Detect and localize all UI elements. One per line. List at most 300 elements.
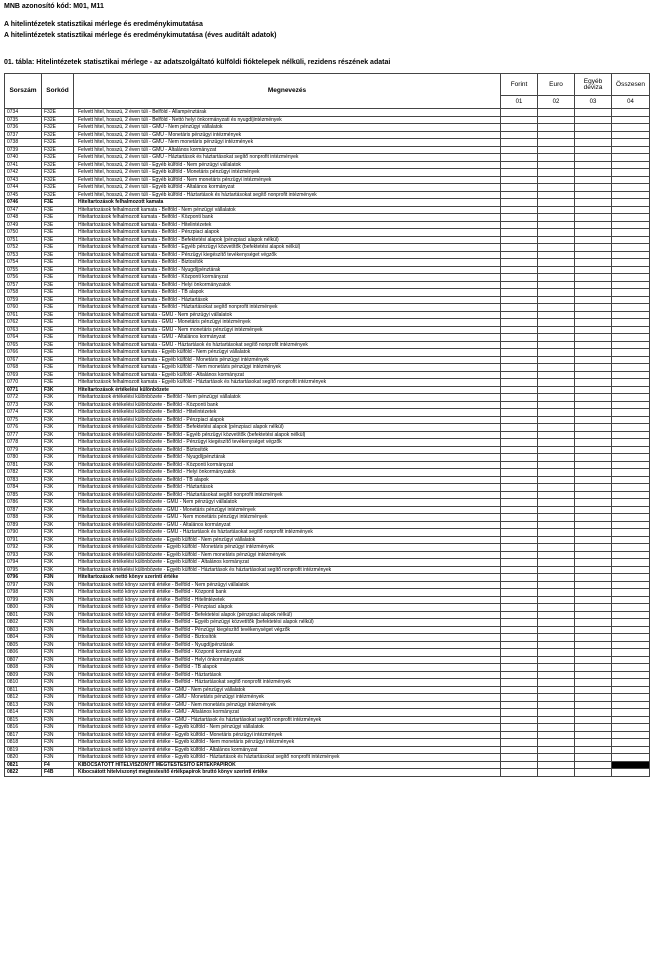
value-cell[interactable] bbox=[538, 439, 575, 447]
value-cell[interactable] bbox=[612, 724, 650, 732]
value-cell[interactable] bbox=[501, 326, 538, 334]
value-cell[interactable] bbox=[538, 116, 575, 124]
value-cell[interactable] bbox=[575, 536, 612, 544]
value-cell[interactable] bbox=[501, 116, 538, 124]
value-cell[interactable] bbox=[501, 289, 538, 297]
value-cell[interactable] bbox=[538, 461, 575, 469]
value-cell[interactable] bbox=[501, 401, 538, 409]
value-cell[interactable] bbox=[538, 739, 575, 747]
value-cell[interactable] bbox=[575, 251, 612, 259]
value-cell[interactable] bbox=[612, 244, 650, 252]
value-cell[interactable] bbox=[501, 521, 538, 529]
value-cell[interactable] bbox=[538, 551, 575, 559]
value-cell[interactable] bbox=[612, 139, 650, 147]
value-cell[interactable] bbox=[538, 724, 575, 732]
value-cell[interactable] bbox=[501, 574, 538, 582]
value-cell[interactable] bbox=[501, 424, 538, 432]
value-cell[interactable] bbox=[575, 379, 612, 387]
value-cell[interactable] bbox=[575, 566, 612, 574]
value-cell[interactable] bbox=[612, 559, 650, 567]
value-cell[interactable] bbox=[612, 409, 650, 417]
value-cell[interactable] bbox=[575, 229, 612, 237]
value-cell[interactable] bbox=[612, 116, 650, 124]
value-cell[interactable] bbox=[538, 686, 575, 694]
value-cell[interactable] bbox=[538, 259, 575, 267]
value-cell[interactable] bbox=[538, 521, 575, 529]
value-cell[interactable] bbox=[612, 551, 650, 559]
value-cell[interactable] bbox=[575, 124, 612, 132]
value-cell[interactable] bbox=[575, 386, 612, 394]
value-cell[interactable] bbox=[501, 394, 538, 402]
value-cell[interactable] bbox=[501, 146, 538, 154]
value-cell[interactable] bbox=[575, 484, 612, 492]
value-cell[interactable] bbox=[575, 169, 612, 177]
value-cell[interactable] bbox=[538, 161, 575, 169]
value-cell[interactable] bbox=[612, 544, 650, 552]
value-cell[interactable] bbox=[538, 671, 575, 679]
value-cell[interactable] bbox=[538, 716, 575, 724]
value-cell[interactable] bbox=[538, 229, 575, 237]
value-cell[interactable] bbox=[612, 334, 650, 342]
value-cell[interactable] bbox=[575, 146, 612, 154]
value-cell[interactable] bbox=[538, 506, 575, 514]
value-cell[interactable] bbox=[575, 716, 612, 724]
value-cell[interactable] bbox=[612, 184, 650, 192]
value-cell[interactable] bbox=[538, 424, 575, 432]
value-cell[interactable] bbox=[575, 664, 612, 672]
value-cell[interactable] bbox=[612, 754, 650, 762]
value-cell[interactable] bbox=[501, 731, 538, 739]
value-cell[interactable] bbox=[538, 244, 575, 252]
value-cell[interactable] bbox=[575, 304, 612, 312]
value-cell[interactable] bbox=[501, 296, 538, 304]
value-cell[interactable] bbox=[612, 191, 650, 199]
value-cell[interactable] bbox=[612, 289, 650, 297]
value-cell[interactable] bbox=[538, 664, 575, 672]
value-cell[interactable] bbox=[575, 334, 612, 342]
value-cell[interactable] bbox=[612, 394, 650, 402]
value-cell[interactable] bbox=[612, 769, 650, 777]
value-cell[interactable] bbox=[612, 131, 650, 139]
value-cell[interactable] bbox=[501, 686, 538, 694]
value-cell[interactable] bbox=[575, 109, 612, 117]
value-cell[interactable] bbox=[575, 679, 612, 687]
value-cell[interactable] bbox=[538, 581, 575, 589]
value-cell[interactable] bbox=[501, 469, 538, 477]
value-cell[interactable] bbox=[538, 709, 575, 717]
value-cell[interactable] bbox=[575, 656, 612, 664]
value-cell[interactable] bbox=[501, 169, 538, 177]
value-cell[interactable] bbox=[501, 746, 538, 754]
value-cell[interactable] bbox=[538, 604, 575, 612]
value-cell[interactable] bbox=[575, 694, 612, 702]
value-cell[interactable] bbox=[612, 281, 650, 289]
value-cell[interactable] bbox=[538, 334, 575, 342]
value-cell[interactable] bbox=[575, 469, 612, 477]
value-cell[interactable] bbox=[612, 641, 650, 649]
value-cell[interactable] bbox=[501, 251, 538, 259]
value-cell[interactable] bbox=[575, 769, 612, 777]
value-cell[interactable] bbox=[538, 454, 575, 462]
value-cell[interactable] bbox=[501, 694, 538, 702]
value-cell[interactable] bbox=[538, 746, 575, 754]
value-cell[interactable] bbox=[612, 146, 650, 154]
value-cell[interactable] bbox=[575, 296, 612, 304]
value-cell[interactable] bbox=[538, 356, 575, 364]
value-cell[interactable] bbox=[575, 236, 612, 244]
value-cell[interactable] bbox=[538, 251, 575, 259]
value-cell[interactable] bbox=[575, 506, 612, 514]
value-cell[interactable] bbox=[538, 146, 575, 154]
value-cell[interactable] bbox=[575, 161, 612, 169]
value-cell[interactable] bbox=[501, 529, 538, 537]
value-cell[interactable] bbox=[501, 724, 538, 732]
value-cell[interactable] bbox=[538, 124, 575, 132]
value-cell[interactable] bbox=[612, 506, 650, 514]
value-cell[interactable] bbox=[612, 469, 650, 477]
value-cell[interactable] bbox=[612, 581, 650, 589]
value-cell[interactable] bbox=[612, 386, 650, 394]
value-cell[interactable] bbox=[501, 739, 538, 747]
value-cell[interactable] bbox=[612, 259, 650, 267]
value-cell[interactable] bbox=[575, 349, 612, 357]
value-cell[interactable] bbox=[501, 184, 538, 192]
value-cell[interactable] bbox=[538, 596, 575, 604]
value-cell[interactable] bbox=[612, 214, 650, 222]
value-cell[interactable] bbox=[538, 341, 575, 349]
value-cell[interactable] bbox=[575, 281, 612, 289]
value-cell[interactable] bbox=[501, 311, 538, 319]
value-cell[interactable] bbox=[575, 461, 612, 469]
value-cell[interactable] bbox=[501, 266, 538, 274]
value-cell[interactable] bbox=[538, 154, 575, 162]
value-cell[interactable] bbox=[538, 769, 575, 777]
value-cell[interactable] bbox=[538, 641, 575, 649]
value-cell[interactable] bbox=[612, 296, 650, 304]
value-cell[interactable] bbox=[575, 731, 612, 739]
value-cell[interactable] bbox=[538, 484, 575, 492]
value-cell[interactable] bbox=[575, 701, 612, 709]
value-cell[interactable] bbox=[612, 739, 650, 747]
value-cell[interactable] bbox=[538, 296, 575, 304]
value-cell[interactable] bbox=[538, 409, 575, 417]
value-cell[interactable] bbox=[501, 281, 538, 289]
value-cell[interactable] bbox=[612, 236, 650, 244]
value-cell[interactable] bbox=[612, 694, 650, 702]
value-cell[interactable] bbox=[612, 431, 650, 439]
value-cell[interactable] bbox=[538, 199, 575, 207]
value-cell[interactable] bbox=[501, 356, 538, 364]
value-cell[interactable] bbox=[612, 199, 650, 207]
value-cell[interactable] bbox=[612, 124, 650, 132]
value-cell[interactable] bbox=[538, 536, 575, 544]
value-cell[interactable] bbox=[612, 536, 650, 544]
value-cell[interactable] bbox=[538, 266, 575, 274]
value-cell[interactable] bbox=[538, 139, 575, 147]
value-cell[interactable] bbox=[538, 499, 575, 507]
value-cell[interactable] bbox=[612, 461, 650, 469]
value-cell[interactable] bbox=[501, 716, 538, 724]
value-cell[interactable] bbox=[501, 589, 538, 597]
value-cell[interactable] bbox=[501, 604, 538, 612]
value-cell[interactable] bbox=[612, 716, 650, 724]
value-cell[interactable] bbox=[501, 701, 538, 709]
value-cell[interactable] bbox=[501, 409, 538, 417]
value-cell[interactable] bbox=[612, 416, 650, 424]
value-cell[interactable] bbox=[575, 529, 612, 537]
value-cell[interactable] bbox=[612, 521, 650, 529]
value-cell[interactable] bbox=[538, 589, 575, 597]
value-cell[interactable] bbox=[612, 371, 650, 379]
value-cell[interactable] bbox=[538, 761, 575, 769]
value-cell[interactable] bbox=[612, 499, 650, 507]
value-cell[interactable] bbox=[612, 311, 650, 319]
value-cell[interactable] bbox=[538, 401, 575, 409]
value-cell[interactable] bbox=[575, 371, 612, 379]
value-cell[interactable] bbox=[501, 236, 538, 244]
value-cell[interactable] bbox=[612, 109, 650, 117]
value-cell[interactable] bbox=[501, 761, 538, 769]
value-cell[interactable] bbox=[538, 206, 575, 214]
value-cell[interactable] bbox=[501, 214, 538, 222]
value-cell[interactable] bbox=[612, 401, 650, 409]
value-cell[interactable] bbox=[501, 371, 538, 379]
value-cell[interactable] bbox=[612, 514, 650, 522]
value-cell[interactable] bbox=[538, 326, 575, 334]
value-cell[interactable] bbox=[612, 619, 650, 627]
value-cell[interactable] bbox=[501, 656, 538, 664]
value-cell[interactable] bbox=[575, 356, 612, 364]
value-cell[interactable] bbox=[575, 581, 612, 589]
value-cell[interactable] bbox=[538, 416, 575, 424]
value-cell[interactable] bbox=[538, 379, 575, 387]
value-cell[interactable] bbox=[501, 649, 538, 657]
value-cell[interactable] bbox=[538, 731, 575, 739]
value-cell[interactable] bbox=[538, 469, 575, 477]
value-cell[interactable] bbox=[538, 221, 575, 229]
value-cell[interactable] bbox=[538, 514, 575, 522]
value-cell[interactable] bbox=[575, 394, 612, 402]
value-cell[interactable] bbox=[501, 334, 538, 342]
value-cell[interactable] bbox=[612, 671, 650, 679]
value-cell[interactable] bbox=[501, 566, 538, 574]
value-cell[interactable] bbox=[501, 671, 538, 679]
value-cell[interactable] bbox=[575, 311, 612, 319]
value-cell[interactable] bbox=[575, 176, 612, 184]
value-cell[interactable] bbox=[575, 709, 612, 717]
value-cell[interactable] bbox=[538, 371, 575, 379]
value-cell[interactable] bbox=[501, 641, 538, 649]
value-cell[interactable] bbox=[575, 476, 612, 484]
value-cell[interactable] bbox=[538, 191, 575, 199]
value-cell[interactable] bbox=[612, 364, 650, 372]
value-cell[interactable] bbox=[538, 574, 575, 582]
value-cell[interactable] bbox=[612, 251, 650, 259]
value-cell[interactable] bbox=[575, 184, 612, 192]
value-cell[interactable] bbox=[501, 364, 538, 372]
value-cell[interactable] bbox=[575, 686, 612, 694]
value-cell[interactable] bbox=[575, 739, 612, 747]
value-cell[interactable] bbox=[575, 589, 612, 597]
value-cell[interactable] bbox=[538, 274, 575, 282]
value-cell[interactable] bbox=[501, 379, 538, 387]
value-cell[interactable] bbox=[538, 634, 575, 642]
value-cell[interactable] bbox=[501, 124, 538, 132]
value-cell[interactable] bbox=[501, 559, 538, 567]
value-cell[interactable] bbox=[575, 446, 612, 454]
value-cell[interactable] bbox=[501, 161, 538, 169]
value-cell[interactable] bbox=[501, 626, 538, 634]
value-cell[interactable] bbox=[612, 649, 650, 657]
value-cell[interactable] bbox=[501, 634, 538, 642]
value-cell[interactable] bbox=[501, 544, 538, 552]
value-cell[interactable] bbox=[538, 649, 575, 657]
value-cell[interactable] bbox=[501, 386, 538, 394]
value-cell[interactable] bbox=[575, 221, 612, 229]
value-cell[interactable] bbox=[612, 349, 650, 357]
value-cell[interactable] bbox=[538, 754, 575, 762]
value-cell[interactable] bbox=[612, 154, 650, 162]
value-cell[interactable] bbox=[501, 611, 538, 619]
value-cell[interactable] bbox=[501, 461, 538, 469]
value-cell[interactable] bbox=[575, 259, 612, 267]
value-cell[interactable] bbox=[575, 559, 612, 567]
value-cell[interactable] bbox=[538, 559, 575, 567]
value-cell[interactable] bbox=[612, 176, 650, 184]
value-cell[interactable] bbox=[538, 364, 575, 372]
value-cell[interactable] bbox=[612, 206, 650, 214]
value-cell[interactable] bbox=[538, 386, 575, 394]
value-cell[interactable] bbox=[575, 574, 612, 582]
value-cell[interactable] bbox=[538, 184, 575, 192]
value-cell[interactable] bbox=[501, 536, 538, 544]
value-cell[interactable] bbox=[575, 319, 612, 327]
value-cell[interactable] bbox=[501, 581, 538, 589]
value-cell[interactable] bbox=[501, 341, 538, 349]
value-cell[interactable] bbox=[501, 514, 538, 522]
value-cell[interactable] bbox=[538, 236, 575, 244]
value-cell[interactable] bbox=[612, 379, 650, 387]
value-cell[interactable] bbox=[575, 364, 612, 372]
value-cell[interactable] bbox=[575, 206, 612, 214]
value-cell[interactable] bbox=[612, 356, 650, 364]
value-cell[interactable] bbox=[575, 409, 612, 417]
value-cell[interactable] bbox=[612, 664, 650, 672]
value-cell[interactable] bbox=[538, 394, 575, 402]
value-cell[interactable] bbox=[575, 641, 612, 649]
value-cell[interactable] bbox=[612, 634, 650, 642]
value-cell[interactable] bbox=[538, 304, 575, 312]
value-cell[interactable] bbox=[612, 446, 650, 454]
value-cell[interactable] bbox=[501, 259, 538, 267]
value-cell[interactable] bbox=[612, 746, 650, 754]
value-cell[interactable] bbox=[538, 694, 575, 702]
value-cell[interactable] bbox=[575, 746, 612, 754]
value-cell[interactable] bbox=[538, 176, 575, 184]
value-cell[interactable] bbox=[538, 446, 575, 454]
value-cell[interactable] bbox=[501, 769, 538, 777]
value-cell[interactable] bbox=[575, 326, 612, 334]
value-cell[interactable] bbox=[575, 596, 612, 604]
value-cell[interactable] bbox=[575, 724, 612, 732]
value-cell[interactable] bbox=[612, 761, 650, 769]
value-cell[interactable] bbox=[501, 176, 538, 184]
value-cell[interactable] bbox=[538, 701, 575, 709]
value-cell[interactable] bbox=[501, 319, 538, 327]
value-cell[interactable] bbox=[612, 709, 650, 717]
value-cell[interactable] bbox=[612, 341, 650, 349]
value-cell[interactable] bbox=[612, 326, 650, 334]
value-cell[interactable] bbox=[575, 491, 612, 499]
value-cell[interactable] bbox=[501, 206, 538, 214]
value-cell[interactable] bbox=[612, 304, 650, 312]
value-cell[interactable] bbox=[501, 431, 538, 439]
value-cell[interactable] bbox=[575, 611, 612, 619]
value-cell[interactable] bbox=[612, 686, 650, 694]
value-cell[interactable] bbox=[612, 731, 650, 739]
value-cell[interactable] bbox=[575, 499, 612, 507]
value-cell[interactable] bbox=[501, 191, 538, 199]
value-cell[interactable] bbox=[612, 319, 650, 327]
value-cell[interactable] bbox=[575, 551, 612, 559]
value-cell[interactable] bbox=[575, 439, 612, 447]
value-cell[interactable] bbox=[538, 214, 575, 222]
value-cell[interactable] bbox=[575, 401, 612, 409]
value-cell[interactable] bbox=[501, 454, 538, 462]
value-cell[interactable] bbox=[538, 679, 575, 687]
value-cell[interactable] bbox=[501, 446, 538, 454]
value-cell[interactable] bbox=[538, 349, 575, 357]
value-cell[interactable] bbox=[501, 709, 538, 717]
value-cell[interactable] bbox=[612, 229, 650, 237]
value-cell[interactable] bbox=[575, 619, 612, 627]
value-cell[interactable] bbox=[501, 274, 538, 282]
value-cell[interactable] bbox=[575, 244, 612, 252]
value-cell[interactable] bbox=[501, 551, 538, 559]
value-cell[interactable] bbox=[575, 154, 612, 162]
value-cell[interactable] bbox=[612, 596, 650, 604]
value-cell[interactable] bbox=[575, 214, 612, 222]
value-cell[interactable] bbox=[538, 619, 575, 627]
value-cell[interactable] bbox=[612, 656, 650, 664]
value-cell[interactable] bbox=[501, 619, 538, 627]
value-cell[interactable] bbox=[501, 506, 538, 514]
value-cell[interactable] bbox=[501, 244, 538, 252]
value-cell[interactable] bbox=[501, 476, 538, 484]
value-cell[interactable] bbox=[538, 109, 575, 117]
value-cell[interactable] bbox=[612, 574, 650, 582]
value-cell[interactable] bbox=[575, 514, 612, 522]
value-cell[interactable] bbox=[575, 341, 612, 349]
value-cell[interactable] bbox=[575, 274, 612, 282]
value-cell[interactable] bbox=[612, 611, 650, 619]
value-cell[interactable] bbox=[538, 491, 575, 499]
value-cell[interactable] bbox=[575, 626, 612, 634]
value-cell[interactable] bbox=[501, 131, 538, 139]
value-cell[interactable] bbox=[575, 416, 612, 424]
value-cell[interactable] bbox=[501, 679, 538, 687]
value-cell[interactable] bbox=[612, 604, 650, 612]
value-cell[interactable] bbox=[538, 319, 575, 327]
value-cell[interactable] bbox=[501, 109, 538, 117]
value-cell[interactable] bbox=[501, 664, 538, 672]
value-cell[interactable] bbox=[575, 139, 612, 147]
value-cell[interactable] bbox=[538, 566, 575, 574]
value-cell[interactable] bbox=[612, 679, 650, 687]
value-cell[interactable] bbox=[501, 499, 538, 507]
value-cell[interactable] bbox=[501, 221, 538, 229]
value-cell[interactable] bbox=[538, 656, 575, 664]
